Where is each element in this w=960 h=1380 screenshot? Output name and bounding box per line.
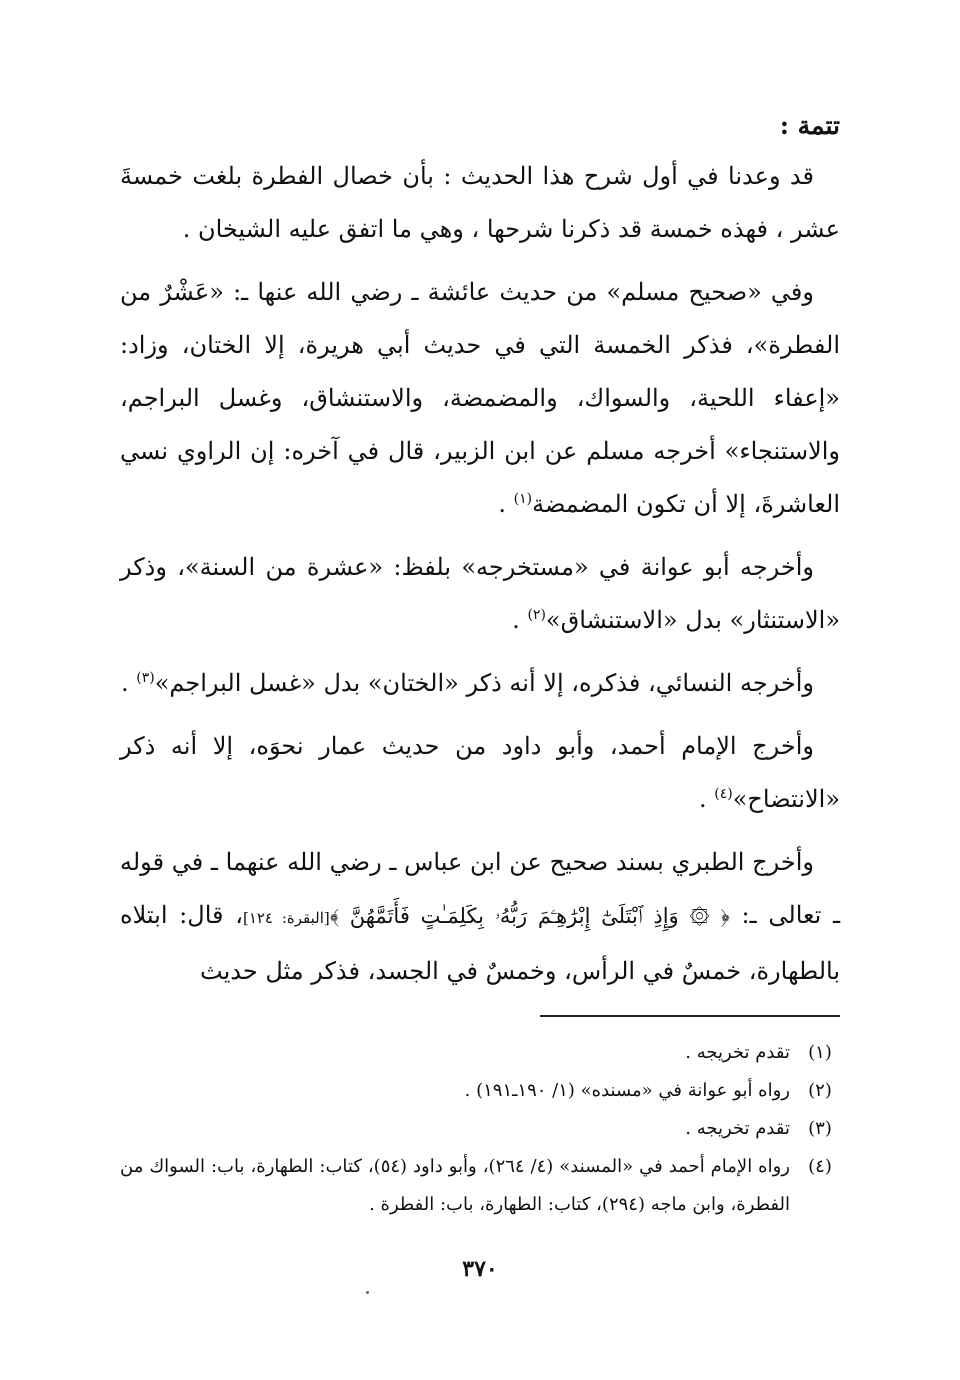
print-speck [366, 1291, 369, 1294]
footnote-number: (١) [808, 1042, 832, 1063]
page-number: ٣٧٠ [462, 1256, 498, 1282]
paragraph: وأخرج الإمام أحمد، وأبو داود من حديث عمار نحوَه، إلا أنه ذكر «الانتضاح»$^{(٤)}$ . [120, 732, 840, 813]
section-heading: تتمة : [779, 111, 840, 140]
footnote-marker[interactable]: (٤) [714, 786, 733, 802]
footnote-text: تقدم تخريجه . [685, 1042, 790, 1063]
quran-verse: ﴿ ۞ وَإِذِ ٱبْتَلَىٰٓ إِبْرَٰهِـۧمَ رَبُّهُۥ بِكَلِمَـٰتٍ فَأَتَمَّهُنَّ ﴾ [329, 904, 730, 928]
footnote-text: تقدم تخريجه . [685, 1118, 790, 1139]
paragraph-text: ، قال: ابتلاه بالطهارة، خمسٌ في الرأس، وخمسٌ في الجسد، فذكر مثل حديث [120, 901, 840, 985]
footnote-text: رواه أبو عوانة في «مسنده» (١/ ١٩٠ـ١٩١) . [464, 1080, 790, 1101]
footnote-item [120, 1110, 840, 1148]
main-text [120, 150, 840, 1008]
footnote-marker[interactable]: (١) [513, 491, 533, 507]
footnote-separator [540, 1015, 840, 1017]
footnote-text: رواه الإمام أحمد في «المسند» (٤/ ٢٦٤)، وأبو داود (٥٤)، كتاب: الطهارة، باب: السواك من الفطرة، وابن ماجه (٢٩٤)، كتاب: الطهارة، باب: الفطرة . [120, 1156, 790, 1215]
paragraph [120, 836, 840, 998]
paragraph-text: وأخرج الإمام أحمد، وأبو داود من حديث عمار نحوَه، إلا أنه ذكر «الانتضاح» [120, 732, 840, 813]
paragraph [120, 150, 840, 256]
paragraph: وأخرجه النسائي، فذكره، إلا أنه ذكر «الختان» بدل «غسل البراجم»$^{(٣)}$ . [121, 669, 814, 697]
footnote-marker[interactable]: (٢) [527, 607, 546, 623]
paragraph-text: وأخرج الطبري بسند صحيح عن ابن عباس ـ رضي الله عنهما ـ في قوله ـ تعالى ـ: [120, 848, 840, 929]
paragraph: وأخرجه أبو عوانة في «مستخرجه» بلفظ: «عشرة من السنة»، وذكر «الاستنثار» بدل «الاستنشاق»$^{(٢)}$ . [120, 553, 840, 634]
paragraph-text: وفي «صحيح مسلم» من حديث عائشة ـ رضي الله عنها ـ: «عَشْرٌ من الفطرة»، فذكر الخمسة التي في حديث أبي هريرة، إلا الختان، وزاد: «إعفاء اللحية، والسواك، والمضمضة، والاستنشاق، وغسل البراجم، والاستنجاء» أخرجه مسلم عن ابن الزبير، قال في آخره: إن الراوي نسي العاشرةَ، إلا أن تكون المضمضة [120, 278, 840, 518]
footnote-marker[interactable]: (٣) [136, 670, 155, 686]
footnote-number: (٢) [808, 1080, 832, 1101]
footnote-number: (٤) [808, 1156, 832, 1177]
footnote-number: (٣) [808, 1118, 832, 1139]
paragraph: وفي «صحيح مسلم» من حديث عائشة ـ رضي الله عنها ـ: «عَشْرٌ من الفطرة»، فذكر الخمسة التي في حديث أبي هريرة، إلا الختان، وزاد: «إعفاء اللحية، والسواك، والمضمضة، والاستنشاق، وغسل البراجم، والاستنجاء» أخرجه مسلم عن ابن الزبير، قال في آخره: إن الراوي نسي العاشرةَ، إلا أن تكون المضمضة$^{(١)}$ . [120, 278, 840, 518]
verse-reference: [البقرة: ١٢٤] [242, 909, 330, 927]
footnote-item [120, 1034, 840, 1072]
footnote-item [120, 1148, 840, 1224]
paragraph-text: قد وعدنا في أول شرح هذا الحديث : بأن خصال الفطرة بلغت خمسةَ عشر ، فهذه خمسة قد ذكرنا شرحها ، وهي ما اتفق عليه الشيخان . [120, 162, 840, 243]
paragraph-text: وأخرجه النسائي، فذكره، إلا أنه ذكر «الختان» بدل «غسل البراجم» [154, 669, 814, 697]
paragraph-text: وأخرجه أبو عوانة في «مستخرجه» بلفظ: «عشرة من السنة»، وذكر «الاستنثار» بدل «الاستنشاق» [120, 553, 840, 634]
footnote-item [120, 1072, 840, 1110]
footnotes [120, 1034, 840, 1224]
